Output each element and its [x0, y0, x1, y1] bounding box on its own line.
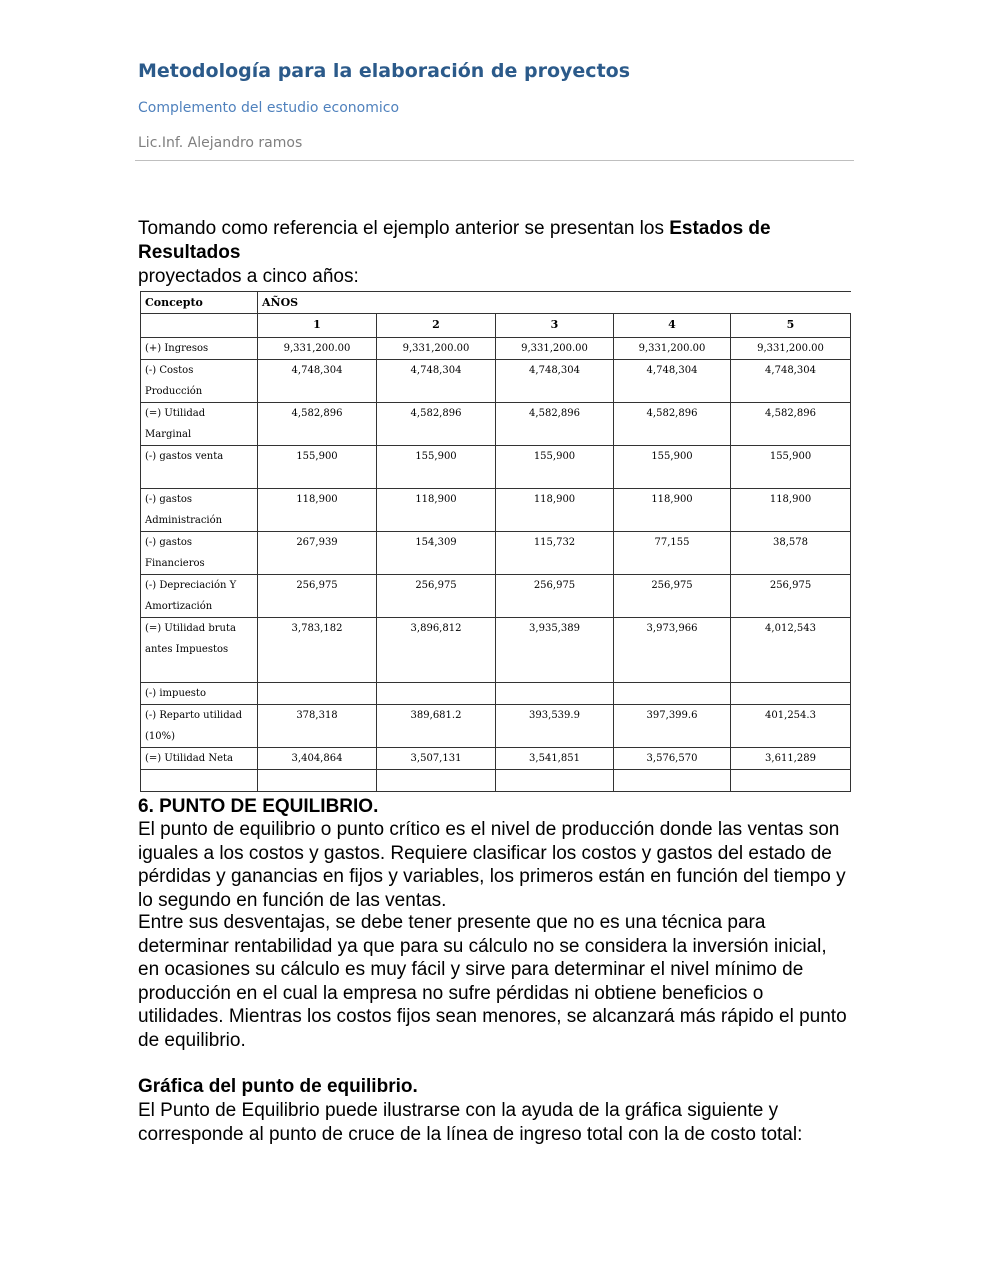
row-value: 155,900: [496, 446, 614, 489]
row-value: 389,681.2: [377, 705, 496, 748]
row-value: 267,939: [258, 532, 377, 575]
row-value: 4,012,543: [731, 618, 851, 683]
table-row: [141, 446, 851, 489]
row-label: (=) Utilidad Marginal: [141, 403, 258, 446]
row-value: 118,900: [258, 489, 377, 532]
row-value: 38,578: [731, 532, 851, 575]
year-header: 4: [614, 314, 731, 338]
intro-text: Tomando como referencia el ejemplo anterior se presentan los: [138, 218, 670, 239]
row-label: (=) Utilidad bruta antes Impuestos: [141, 618, 258, 683]
row-value: 115,732: [496, 532, 614, 575]
page-header-author: Lic.Inf. Alejandro ramos: [138, 135, 303, 151]
row-value: 256,975: [614, 575, 731, 618]
row-value: 155,900: [614, 446, 731, 489]
paragraph-desventajas: Entre sus desventajas, se debe tener presente que no es una técnica para determinar rentabilidad ya que para su cálculo no se considera la inversión inicial, en ocasiones su cálculo es muy fácil y sirve para determinar el nivel mínimo de producción en el cual la empresa no sufre pérdidas ni obtiene beneficios o utilidades. Mientras los costos fijos sean menores, se alcanzará más rápido el punto de equilibrio.: [138, 912, 847, 1051]
row-label: (-) gastos Administración: [141, 489, 258, 532]
row-value: 3,896,812: [377, 618, 496, 683]
row-value: [731, 683, 851, 705]
row-value: 3,404,864: [258, 748, 377, 770]
year-header: 1: [258, 314, 377, 338]
row-value: 155,900: [377, 446, 496, 489]
row-value: 9,331,200.00: [614, 338, 731, 360]
table-row: [141, 748, 851, 770]
row-value: 118,900: [731, 489, 851, 532]
row-value: 393,539.9: [496, 705, 614, 748]
subsection-title-grafica: Gráfica del punto de equilibrio.: [138, 1076, 418, 1097]
header-divider: [135, 160, 854, 161]
row-value: 4,582,896: [614, 403, 731, 446]
row-value: 3,541,851: [496, 748, 614, 770]
row-value: [614, 770, 731, 792]
row-value: 378,318: [258, 705, 377, 748]
row-value: 397,399.6: [614, 705, 731, 748]
row-value: 155,900: [731, 446, 851, 489]
table-row: [141, 683, 851, 705]
row-label: (-) gastos Financieros: [141, 532, 258, 575]
row-value: [258, 683, 377, 705]
table-row: [141, 575, 851, 618]
table-row: [141, 360, 851, 403]
row-value: [496, 683, 614, 705]
row-value: 3,507,131: [377, 748, 496, 770]
table-row: [141, 770, 851, 792]
intro-bold: Estados de Resultados: [138, 218, 771, 263]
row-value: 3,611,289: [731, 748, 851, 770]
row-value: 4,582,896: [377, 403, 496, 446]
row-value: 118,900: [377, 489, 496, 532]
row-value: 401,254.3: [731, 705, 851, 748]
page-header-title: Metodología para la elaboración de proyectos: [138, 60, 631, 82]
row-label: (-) gastos venta: [141, 446, 258, 489]
row-value: 3,783,182: [258, 618, 377, 683]
row-value: 4,748,304: [731, 360, 851, 403]
row-value: 9,331,200.00: [258, 338, 377, 360]
row-value: 256,975: [258, 575, 377, 618]
row-value: [377, 683, 496, 705]
row-value: 77,155: [614, 532, 731, 575]
row-value: 155,900: [258, 446, 377, 489]
row-value: [731, 770, 851, 792]
row-value: 4,748,304: [258, 360, 377, 403]
header-empty-cell: [141, 314, 258, 338]
year-header: 5: [731, 314, 851, 338]
row-value: 4,748,304: [496, 360, 614, 403]
row-value: 3,973,966: [614, 618, 731, 683]
row-value: 4,582,896: [496, 403, 614, 446]
table-row: [141, 705, 851, 748]
row-value: 9,331,200.00: [377, 338, 496, 360]
paragraph-punto-equilibrio-def: El punto de equilibrio o punto crítico es el nivel de producción donde las ventas son iguales a los costos y gastos. Requiere clasificar los costos y gastos del estado de pérdidas y ganancias en fijos y variables, los primeros están en función del tiempo y lo segundo en función de las ventas.: [138, 819, 846, 911]
table-row: [141, 532, 851, 575]
row-value: 9,331,200.00: [731, 338, 851, 360]
table-row: [141, 403, 851, 446]
year-header: 3: [496, 314, 614, 338]
row-value: 154,309: [377, 532, 496, 575]
row-value: [614, 683, 731, 705]
row-value: 118,900: [614, 489, 731, 532]
row-label: (-) Depreciación Y Amortización: [141, 575, 258, 618]
row-value: [496, 770, 614, 792]
row-label: (-) Reparto utilidad (10%): [141, 705, 258, 748]
row-value: 3,576,570: [614, 748, 731, 770]
row-value: 118,900: [496, 489, 614, 532]
row-label: (=) Utilidad Neta: [141, 748, 258, 770]
row-value: 4,582,896: [731, 403, 851, 446]
row-value: 256,975: [731, 575, 851, 618]
year-header: 2: [377, 314, 496, 338]
row-value: 256,975: [377, 575, 496, 618]
intro-paragraph: [138, 217, 838, 289]
intro-text-end: proyectados a cinco años:: [138, 266, 359, 287]
row-label: [141, 770, 258, 792]
results-table-body: [141, 292, 851, 792]
row-value: 9,331,200.00: [496, 338, 614, 360]
table-row: [141, 489, 851, 532]
table-row: [141, 338, 851, 360]
col-header-concepto: Concepto: [141, 292, 258, 314]
row-value: 4,748,304: [377, 360, 496, 403]
row-value: [258, 770, 377, 792]
row-value: 4,582,896: [258, 403, 377, 446]
page-header-subtitle: Complemento del estudio economico: [138, 100, 400, 116]
paragraph-grafica: El Punto de Equilibrio puede ilustrarse con la ayuda de la gráfica siguiente y corresponde al punto de cruce de la línea de ingreso total con la de costo total:: [138, 1100, 803, 1145]
row-value: 3,935,389: [496, 618, 614, 683]
row-label: (-) impuesto: [141, 683, 258, 705]
row-value: 4,748,304: [614, 360, 731, 403]
results-table: [140, 291, 851, 792]
section-title-punto-equilibrio: 6. PUNTO DE EQUILIBRIO.: [138, 796, 379, 817]
table-row: [141, 618, 851, 683]
row-label: (+) Ingresos: [141, 338, 258, 360]
results-table-container: [140, 291, 851, 793]
col-header-anos: AÑOS: [258, 292, 851, 314]
row-label: (-) Costos Producción: [141, 360, 258, 403]
row-value: [377, 770, 496, 792]
row-value: 256,975: [496, 575, 614, 618]
